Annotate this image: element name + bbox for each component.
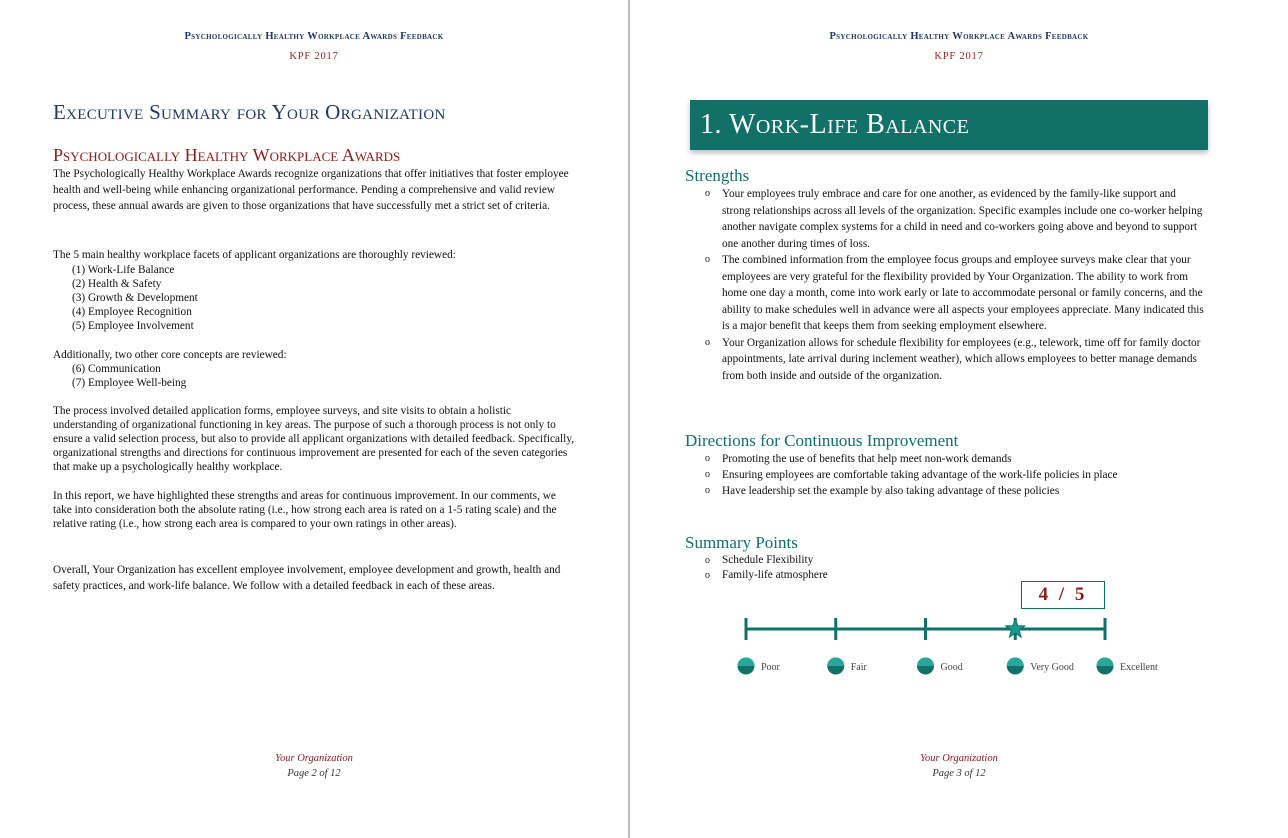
rating-scale [740, 610, 1158, 690]
bullet-icon: o [705, 453, 710, 464]
document-page-right [630, 0, 1288, 838]
scale-level-label: Fair [850, 662, 867, 673]
scale-level-dot-highlight [738, 658, 755, 667]
list-item [705, 553, 1205, 568]
improvement-heading: Directions for Continuous Improvement [685, 431, 959, 450]
strengths-heading: Strengths [685, 166, 750, 185]
list-item-text: Ensuring employees are comfortable taking advantage of the work-life policies in place [722, 469, 1118, 481]
scale-level-label: Excellent [1120, 662, 1158, 673]
section-heading: Psychologically Healthy Workplace Awards [53, 145, 401, 165]
bullet-icon: o [705, 555, 710, 566]
list-item-text: Have leadership set the example by also taking advantage of these policies [722, 485, 1060, 497]
list-item [705, 568, 1205, 583]
report-paragraph: In this report, we have highlighted these strengths and areas for continuous improvement. In our comments, we take into consideration both the absolute rating (i.e., how strong each area is rated on a 1-5 rating scale) and the relative rating (i.e., how strong each area is compared to your own ratings in other areas). [53, 490, 557, 530]
list-item-text: Your employees truly embrace and care for one another, as evidenced by the family-like support and strong relationships across all levels of the organization. Specific examples include one co-worker helping another navigate complex systems for a child in need and co-workers going above and beyond to support one another during times of loss. [722, 188, 1203, 250]
list-item [705, 252, 1205, 335]
summary-heading: Summary Points [685, 533, 798, 552]
list-item-text: The combined information from the employee focus groups and employee surveys make clear that your employees are very grateful for the flexibility provided by Your Organization. The ability to work from home one day a month, come into work early or late to accommodate personal or family concerns, and the ability to make schedules well in advance were all aspects your employees appreciate. Many indicated this is a major benefit that keeps them from seeking employment elsewhere. [722, 254, 1204, 332]
bullet-icon: o [705, 570, 710, 581]
footer-organization: Your Organization [920, 753, 998, 764]
running-header-subtitle: KPF 2017 [934, 51, 984, 62]
list-item: (6) Communication [72, 363, 161, 375]
scale-level-dot-highlight [827, 658, 844, 667]
running-header-title: Psychologically Healthy Workplace Awards Feedback [184, 31, 444, 42]
scale-level-dot-highlight [1097, 658, 1114, 667]
section-title-band [690, 100, 1208, 150]
list-item: (1) Work-Life Balance [72, 264, 175, 276]
list-item-text: Your Organization allows for schedule flexibility for employees (e.g., telework, time off for family doctor appointments, late arrival during inclement weather), which allows employees to better manage demands from both inside and outside of the organization. [722, 336, 1201, 382]
list-item-text: Family-life atmosphere [722, 569, 828, 581]
list-item [705, 186, 1205, 252]
bullet-icon: o [705, 336, 710, 348]
list-item: (2) Health & Safety [72, 278, 162, 290]
list-item [705, 451, 1205, 467]
list-item [705, 467, 1205, 483]
footer-organization: Your Organization [275, 753, 353, 764]
list-item: (7) Employee Well-being [72, 377, 187, 389]
intro-paragraph: The Psychologically Healthy Workplace Awards recognize organizations that offer initiatives that foster employee health and well-being while enhancing organizational performance. Pending a comprehensive and valid review process, these annual awards are given to those organizations that have successfully met a strict set of criteria. [53, 168, 569, 212]
list-item: (3) Growth & Development [72, 292, 198, 304]
bullet-icon: o [705, 485, 710, 496]
summary-list [705, 553, 1205, 583]
core-intro: Additionally, two other core concepts are reviewed: [53, 349, 287, 361]
core-list [72, 362, 186, 390]
page-number: Page 2 of 12 [287, 768, 341, 779]
scale-level-label: Very Good [1030, 662, 1074, 673]
bullet-icon: o [705, 188, 710, 199]
scale-level-dot-highlight [917, 658, 934, 667]
list-item: (5) Employee Involvement [72, 320, 194, 332]
running-header-title: Psychologically Healthy Workplace Awards Feedback [829, 31, 1089, 42]
section-title: 1. Work-Life Balance [700, 109, 970, 140]
facets-intro: The 5 main healthy workplace facets of applicant organizations are thoroughly reviewed: [53, 249, 456, 261]
process-paragraph: The process involved detailed application forms, employee surveys, and site visits to obtain a holistic understanding of organizational functioning in key areas. The purpose of such a thorough process is not only to ensure a valid selection process, but also to provide all applicant organizations with detailed feedback. Specifically, organizational strengths and directions for continuous improvement are presented for each of the seven categories that make up a psychologically healthy workplace. [53, 405, 575, 473]
list-item [705, 335, 1205, 385]
list-item-text: Promoting the use of benefits that help meet non-work demands [722, 453, 1012, 465]
document-page-left [0, 0, 628, 838]
scale-level-label: Good [940, 662, 963, 673]
bullet-icon: o [705, 254, 710, 265]
rating-score-box: 4 / 5 [1021, 581, 1105, 609]
running-header-subtitle: KPF 2017 [289, 51, 339, 62]
page-title: Executive Summary for Your Organization [53, 100, 446, 124]
scale-level-dot-highlight [1007, 658, 1024, 667]
list-item [705, 483, 1205, 499]
overall-paragraph: Overall, Your Organization has excellent employee involvement, employee development and growth, health and safety practices, and work-life balance. We follow with a detailed feedback in each of these areas. [53, 564, 561, 592]
page-number: Page 3 of 12 [932, 768, 986, 779]
scale-level-label: Poor [761, 662, 780, 673]
list-item: (4) Employee Recognition [72, 306, 192, 318]
strengths-list [705, 186, 1205, 384]
list-item-text: Schedule Flexibility [722, 554, 814, 566]
improvements-list [705, 451, 1205, 499]
rating-scale-graphic [740, 610, 1158, 690]
bullet-icon: o [705, 469, 710, 480]
facets-list [72, 263, 198, 333]
